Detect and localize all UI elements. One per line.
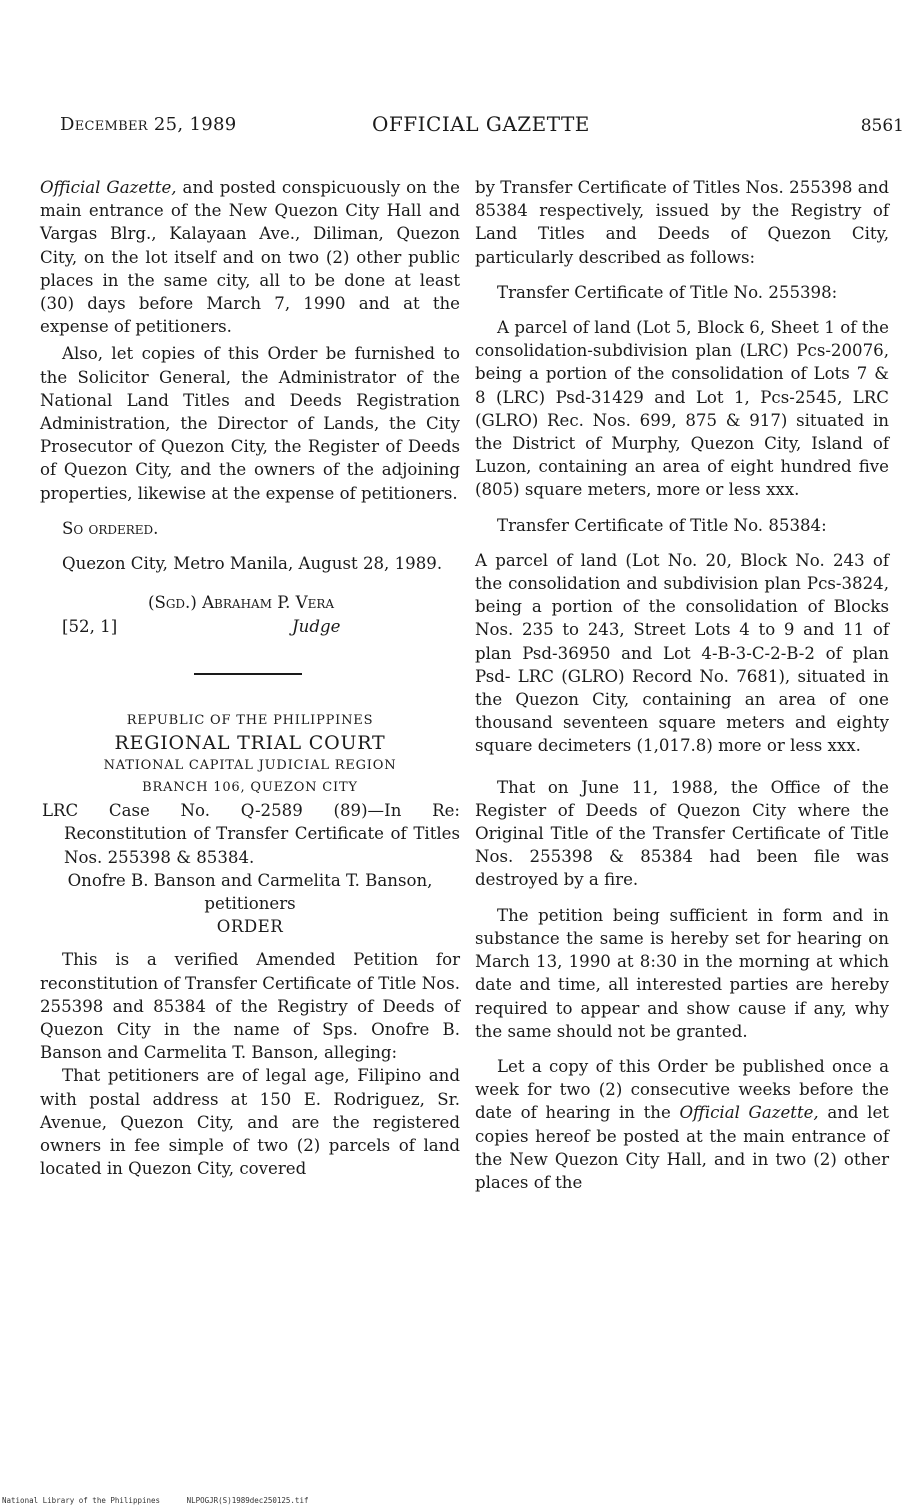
tct-255398-description: A parcel of land (Lot 5, Block 6, Sheet 1 of the consolidation-subdivision plan (LRC) Pcs-20076, being a portion of the consolidation of Lots 7 & 8 (LRC) Psd-31429 and Lot 1, Pcs-2545, LRC (GLRO) Rec. Nos. 699, 875 & 917) situated in the District of Murphy, Quezon City, Island of Luzon, containing an area of eight hundred five (805) square meters, more or less xxx. — [475, 318, 889, 500]
tct-85384-description: A parcel of land (Lot No. 20, Block No. 243 of the consolidation and subdivision plan Pcs-3824, being a portion of the consolidation of Blocks Nos. 235 to 243, Street Lots 4 to 9 and 11 of plan Psd-36950 and Lot 4-B-3-C-2-B-2 of plan Psd- LRC (GLRO) Record No. 7681), situated in the Quezon City, containing an area of one thousand seventeen square meters and eighty square decimeters (1,017.8) more or less xxx. — [475, 550, 889, 756]
order-body-petition: This is a verified Amended Petition for reconstitution of Transfer Certificate of Title Nos. 255398 and 85384 of the Registry of Deeds of Quezon City in the name of Sps. Onofre B. Banson and Carmelita T. Banson, alleging: — [40, 950, 460, 1063]
so-ordered: So ordered. — [62, 518, 159, 538]
paragraph-fire: That on June 11, 1988, the Office of the Register of Deeds of Quezon City where the Original Title of the Transfer Certificate of Title Nos. 255398 & 85384 had been file was destroyed by a fire. — [475, 777, 889, 890]
publication-text-b: and let copies hereof be posted at the main entrance of the New Quezon City Hall, and in two (2) other places of the — [475, 1103, 889, 1192]
court-heading — [40, 711, 460, 799]
case-parties: Onofre B. Banson and Carmelita T. Banson, petitioners — [67, 870, 433, 914]
publication-text-a: Let a copy of this Order be published once a week for two (2) consecutive weeks before the date of hearing in the — [475, 1056, 889, 1123]
paragraph-titles: by Transfer Certificate of Titles Nos. 255398 and 85384 respectively, issued by the Registry of Land Titles and Deeds of Quezon City, particularly described as follows: — [475, 178, 889, 267]
paragraph-posting — [40, 176, 460, 338]
reference-number: [52, 1] — [62, 617, 118, 637]
paragraph-copies: Also, let copies of this Order be furnished to the Solicitor General, the Administrator of the National Land Titles and Deeds Registration Administration, the Director of Lands, the City Prosecutor of Quezon City, the Register of Deeds of Quezon City, and the owners of the adjoining properties, likewise at the expense of petitioners. — [40, 344, 460, 503]
tct-255398-heading: Transfer Certificate of Title No. 255398: — [497, 282, 838, 302]
order-heading: ORDER — [216, 917, 284, 937]
paragraph-publication — [475, 1055, 889, 1194]
scan-footer — [2, 1496, 330, 1505]
page-header — [60, 112, 904, 144]
court-branch: BRANCH 106, QUEZON CITY — [142, 780, 358, 796]
left-column — [40, 176, 460, 1181]
place-date: Quezon City, Metro Manila, August 28, 1989. — [62, 554, 443, 574]
posting-text: and posted conspicuously on the main entrance of the New Quezon City Hall and Vargas Blrg., Kalayaan Ave., Diliman, Quezon City, on the lot itself and on two (2) other public places in the same city, all to be done at least (30) days before March 7, 1990 and at the expense of petitioners. — [40, 178, 460, 337]
right-column — [475, 176, 889, 1194]
signature-block — [40, 591, 460, 643]
order-body-petitioners: That petitioners are of legal age, Filipino and with postal address at 150 E. Rodriguez, Sr. Avenue, Quezon City, and are the registered owners in fee simple of two (2) parcels of land located in Quezon City, covered — [40, 1066, 460, 1179]
page-number: 8561 — [860, 116, 904, 136]
gazette-name: Official Gazette, — [40, 178, 177, 197]
library-credit: National Library of the Philippines — [2, 1496, 161, 1505]
gazette-name-2: Official Gazette, — [679, 1103, 819, 1123]
case-title: LRC Case No. Q-2589 (89)—In Re: Reconstitution of Transfer Certificate of Titles Nos. 255398 & 85384. — [42, 801, 460, 867]
tct-85384-heading: Transfer Certificate of Title No. 85384: — [497, 515, 827, 535]
section-divider — [194, 673, 302, 675]
scan-filename: NLPOGJR(S)1989dec250125.tif — [186, 1496, 309, 1505]
court-region: NATIONAL CAPITAL JUDICIAL REGION — [103, 758, 397, 774]
court-republic: REPUBLIC OF THE PHILIPPINES — [126, 713, 374, 729]
court-name: REGIONAL TRIAL COURT — [114, 732, 386, 755]
header-title: OFFICIAL GAZETTE — [372, 112, 590, 136]
paragraph-hearing: The petition being sufficient in form and in substance the same is hereby set for hearing on March 13, 1990 at 8:30 in the morning at which date and time, all interested parties are hereby required to appear and show cause if any, why the same should not be granted. — [475, 905, 889, 1041]
signatory-title: Judge — [292, 617, 341, 637]
signatory-name: (Sgd.) Abraham P. Vera — [148, 593, 335, 613]
header-date: December 25, 1989 — [60, 114, 237, 135]
